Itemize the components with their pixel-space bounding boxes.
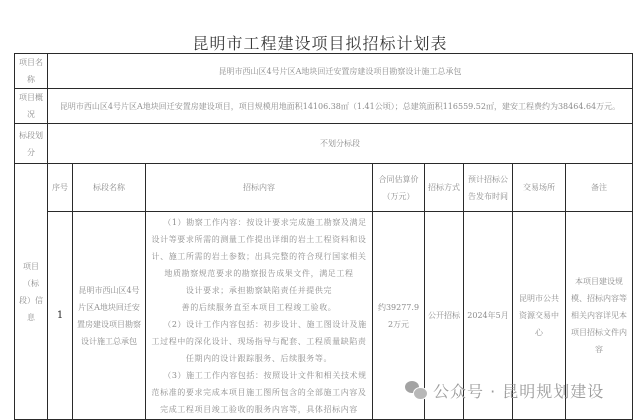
watermark-text: 公众号 · 昆明规划建设 bbox=[433, 381, 605, 401]
content-construction: （3）施工工作内容包括：按照设计文件和相关技术规范标准的要求完成本项目施工图所包含的全部施工内容及完成工程项目竣工验收的服务内容等，具体招标内容 bbox=[151, 370, 367, 414]
header-content: 招标内容 bbox=[146, 164, 373, 212]
section-division-value: 不划分标段 bbox=[48, 124, 633, 164]
publish-time-cell: 2024年5月 bbox=[464, 212, 513, 420]
estimate-cell: 约39277.92万元 bbox=[373, 212, 425, 420]
section-division-label: 标段划分 bbox=[15, 124, 48, 164]
table-header-row bbox=[15, 164, 633, 212]
header-remarks: 备注 bbox=[566, 164, 633, 212]
header-seq: 序号 bbox=[48, 164, 73, 212]
header-method: 招标方式 bbox=[425, 164, 464, 212]
project-overview-value: 昆明市西山区4号片区A地块回迁安置房建设项目，项目规模用地面积14106.38㎡（1.41公顷）；总建筑面积116559.52㎡，建安工程费约为38464.64万元。 bbox=[48, 89, 633, 124]
content-survey-cont: 设计要求；承担勘察缺陷责任并提供完 bbox=[185, 285, 333, 295]
project-overview-label: 项目概况 bbox=[15, 89, 48, 124]
wechat-icon bbox=[405, 381, 427, 399]
section-division-row bbox=[15, 124, 633, 164]
content-cell bbox=[146, 212, 373, 420]
project-name-value: 昆明市西山区4号片区A地块回迁安置房建设项目勘察设计施工总承包 bbox=[48, 54, 633, 89]
watermark bbox=[405, 378, 604, 402]
method-cell: 公开招标 bbox=[425, 212, 464, 420]
seq-number: 1 bbox=[56, 310, 64, 321]
project-name-row bbox=[15, 54, 633, 89]
remarks-cell: 本项目建设规模、招标内容等相关内容详见本项目招标文件内容 bbox=[566, 212, 633, 420]
section-info-label: 项目（标段）信息 bbox=[15, 164, 48, 420]
content-design: （2）设计工作内容包括：初步设计、施工图设计及施工过程中的深化设计、现场指导与配套、工程质量缺陷责任期内的设计跟踪服务、后续服务等。 bbox=[151, 319, 367, 363]
content-survey: （1）勘察工作内容：按设计要求完成施工勘察及满足设计等要求所需的测量工作提出详细的岩土工程资料和设计、施工所需的岩土参数；出具完整的符合现行国家相关地质勘察规范要求的勘察报告成果文件，满足工程 bbox=[151, 217, 367, 278]
venue-cell: 昆明市公共资源交易中心 bbox=[513, 212, 566, 420]
content-survey-end: 善的后续服务直至本项目工程竣工验收。 bbox=[181, 302, 337, 312]
header-venue: 交易场所 bbox=[513, 164, 566, 212]
seq-cell bbox=[48, 212, 73, 420]
header-section-name: 标段名称 bbox=[73, 164, 146, 212]
tender-plan-table bbox=[14, 53, 633, 420]
header-publish-time: 预计招标公告发布时间 bbox=[464, 164, 513, 212]
section-name-cell: 昆明市西山区4号片区A地块回迁安置房建设项目勘察设计施工总承包 bbox=[73, 212, 146, 420]
page-title: 昆明市工程建设项目拟招标计划表 bbox=[192, 34, 448, 53]
project-name-label: 项目名称 bbox=[15, 54, 48, 89]
project-overview-row bbox=[15, 89, 633, 124]
header-estimate: 合同估算价（万元） bbox=[373, 164, 425, 212]
